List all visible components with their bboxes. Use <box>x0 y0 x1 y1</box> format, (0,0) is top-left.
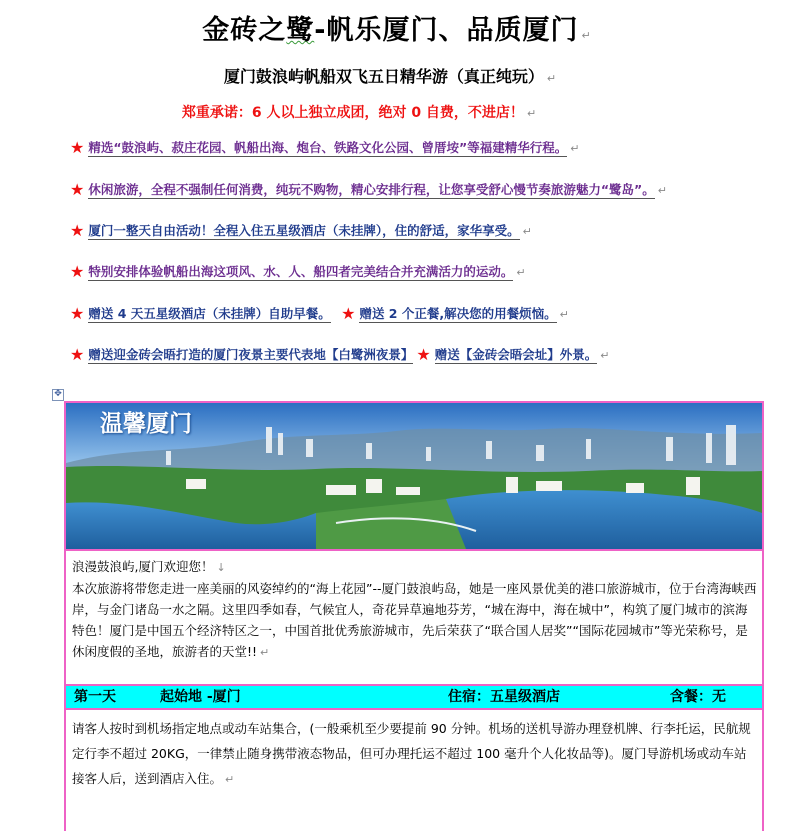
title-spellcheck-word: 鹭 <box>286 15 315 46</box>
paragraph-mark: ↵ <box>600 349 610 362</box>
banner-title: 温馨厦门 <box>100 411 192 437</box>
feature-text: 精选“鼓浪屿、菽庄花园、帆船出海、炮台、铁路文化公园、曾厝垵”等福建精华行程。 <box>88 140 568 155</box>
red-star-icon: ★ <box>70 138 85 157</box>
paragraph-mark: ↵ <box>260 646 270 659</box>
line-break-mark: ↓ <box>216 561 226 574</box>
feature-text: 赠送 2 个正餐,解决您的用餐烦恼。 <box>359 306 557 321</box>
feature-text: 特别安排体验帆船出海这项风、水、人、船四者完美结合并充满活力的运动。 <box>88 264 514 279</box>
red-star-icon: ★ <box>70 304 85 323</box>
intro-greeting-line <box>72 556 758 578</box>
promise-line <box>0 102 718 122</box>
paragraph-mark: ↵ <box>546 72 557 85</box>
paragraph-mark: ↵ <box>522 225 532 238</box>
intro-greeting: 浪漫鼓浪屿,厦门欢迎您！ <box>72 559 214 574</box>
page-subtitle <box>0 64 780 87</box>
day-hotel: 住宿：五星级酒店 <box>448 689 560 705</box>
paragraph-mark: ↵ <box>559 308 569 321</box>
red-star-icon: ★ <box>70 221 85 240</box>
table-divider <box>64 549 764 551</box>
feature-text: 赠送 4 天五星级酒店（未挂牌）自助早餐。 <box>88 306 331 321</box>
feature-item <box>70 181 770 200</box>
intro-body: 本次旅游将带您走进一座美丽的风姿绰约的“海上花园”--厦门鼓浪屿岛，她是一座风景优美的港口旅游城市，位于台湾海峡西岸，与金门诸岛一水之隔。这里四季如春，气候宜人，奇花异草遍地芬芳，“城在海中，海在城中”，构筑了厦门城市的滨海特色！厦门是中国五个经济特区之一，中国首批优秀旅游城市，先后荣获了“联合国人居奖”“国际花园城市”等光荣称号，是休闲度假的圣地，旅游者的天堂!! <box>72 581 757 659</box>
red-star-icon: ★ <box>341 304 356 323</box>
page-title <box>0 8 794 47</box>
feature-text: 赠送【金砖会晤会址】外景。 <box>434 347 598 362</box>
day-description <box>72 716 758 792</box>
feature-item <box>70 346 770 365</box>
feature-text: 厦门一整天自由活动！全程入住五星级酒店（未挂牌），住的舒适，家华享受。 <box>88 223 520 238</box>
day-label: 第一天 <box>74 689 116 705</box>
feature-item <box>70 305 770 324</box>
red-star-icon: ★ <box>70 345 85 364</box>
day-route: 起始地 -厦门 <box>160 689 241 705</box>
day-meal: 含餐：无 <box>670 689 726 705</box>
red-star-icon: ★ <box>416 345 431 364</box>
paragraph-mark: ↵ <box>516 266 526 279</box>
paragraph-mark: ↵ <box>657 184 667 197</box>
day-header-row <box>66 686 762 708</box>
xiamen-banner-image <box>66 403 762 549</box>
subtitle-text: 厦门鼓浪屿帆船双飞五日精华游（真正纯玩） <box>223 67 544 86</box>
feature-text: 赠送迎金砖会晤打造的厦门夜景主要代表地【白鹭洲夜景】 <box>88 347 414 362</box>
title-rest: -帆乐厦门、品质厦门 <box>314 15 579 46</box>
intro-body-line <box>72 578 758 663</box>
red-star-icon: ★ <box>70 180 85 199</box>
feature-item <box>70 222 770 241</box>
paragraph-mark: ↵ <box>570 142 580 155</box>
title-prefix: 金砖之 <box>202 15 287 46</box>
feature-item <box>70 263 770 282</box>
day-text: 请客人按时到机场指定地点或动车站集合，(一般乘机至少要提前 90 分钟。机场的送机导游办理登机牌、行李托运，民航规定行李不超过 20KG，一律禁止随身携带液态物品，但可办理托运不超过 100 毫升个人化妆品等)。厦门导游机场或动车站接客人后，送到酒店入住。 <box>72 721 751 786</box>
promise-text: 郑重承诺：6 人以上独立成团，绝对 0 自费，不进店！ <box>181 105 524 121</box>
table-move-handle-icon[interactable]: ✥ <box>52 389 64 401</box>
paragraph-mark: ↵ <box>225 773 235 786</box>
feature-text: 休闲旅游，全程不强制任何消费，纯玩不购物，精心安排行程，让您享受舒心慢节奏旅游魅力“鹭岛”。 <box>88 182 655 197</box>
table-divider <box>64 708 764 710</box>
paragraph-mark: ↵ <box>581 29 592 42</box>
day-description-line <box>72 716 758 792</box>
red-star-icon: ★ <box>70 262 85 281</box>
feature-item <box>70 139 770 158</box>
intro-section <box>72 556 758 663</box>
paragraph-mark: ↵ <box>526 107 537 120</box>
